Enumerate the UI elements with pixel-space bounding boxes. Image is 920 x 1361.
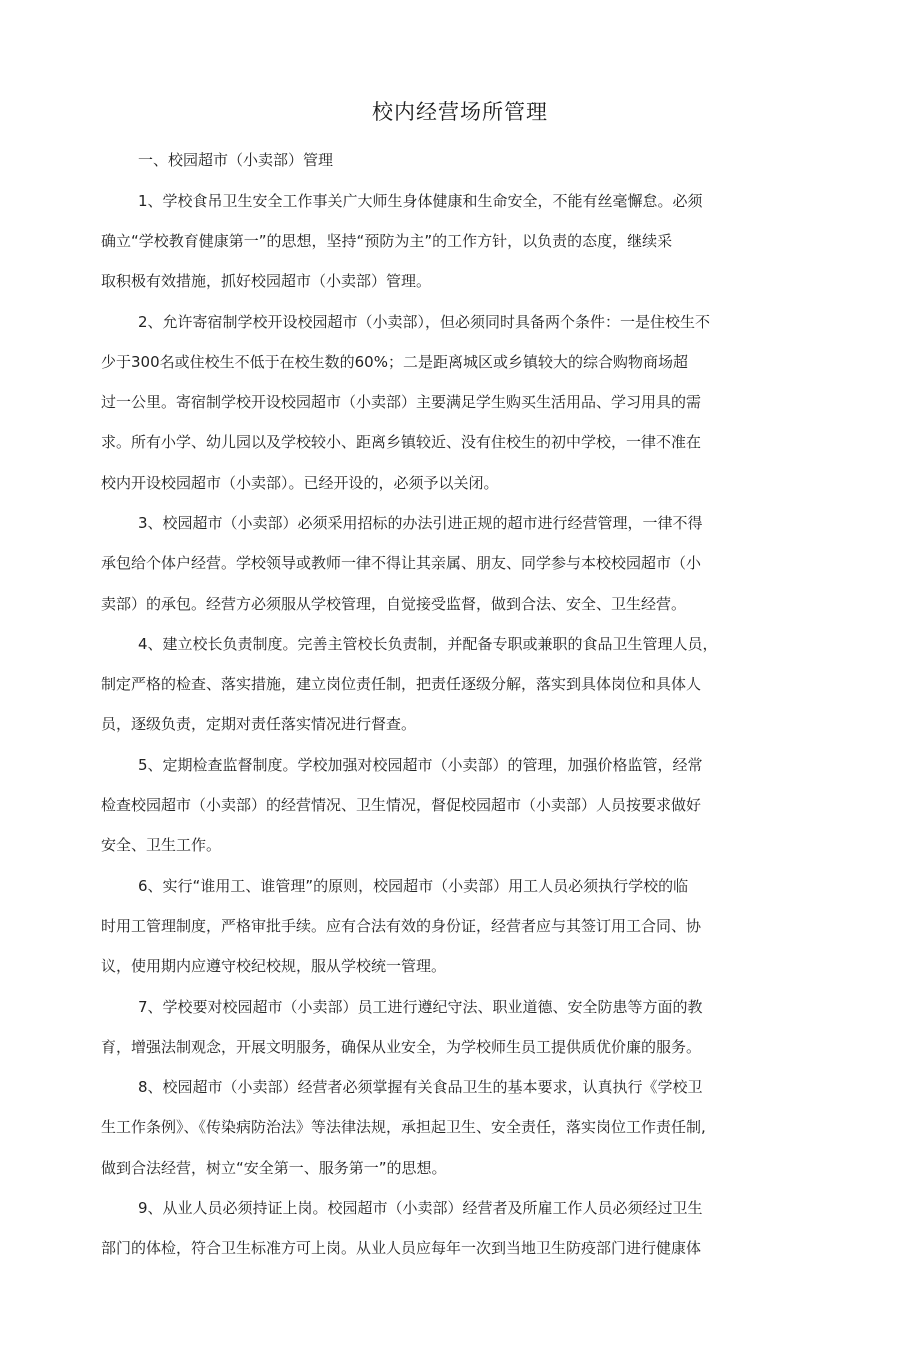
paragraph-line: 部门的体检，符合卫生标准方可上岗。从业人员应每年一次到当地卫生防疫部门进行健康体 xyxy=(101,1239,702,1257)
paragraph-line: 承包给个体户经营。学校领导或教师一律不得让其亲属、朋友、同学参与本校校园超市（小 xyxy=(101,554,702,572)
paragraph-line: 2、允许寄宿制学校开设校园超市（小卖部），但必须同时具备两个条件：一是住校生不 xyxy=(138,313,711,331)
paragraph-line: 时用工管理制度，严格审批手续。应有合法有效的身份证，经营者应与其签订用工合同、协 xyxy=(101,917,702,935)
paragraph-line: 育，增强法制观念，开展文明服务，确保从业安全，为学校师生员工提供质优价廉的服务。 xyxy=(101,1038,702,1056)
page-title: 校内经营场所管理 xyxy=(372,100,548,124)
paragraph-line: 1、学校食吊卫生安全工作事关广大师生身体健康和生命安全，不能有丝毫懈怠。必须 xyxy=(138,192,703,210)
paragraph-line: 9、从业人员必须持证上岗。校园超市（小卖部）经营者及所雇工作人员必须经过卫生 xyxy=(138,1199,703,1217)
paragraph-line: 3、校园超市（小卖部）必须采用招标的办法引进正规的超市进行经营管理，一律不得 xyxy=(138,514,703,532)
paragraph-line: 确立“学校教育健康第一”的思想，坚持“预防为主”的工作方针，以负责的态度，继续采 xyxy=(101,232,673,250)
paragraph-line: 卖部）的承包。经营方必须服从学校管理，自觉接受监督，做到合法、安全、卫生经营。 xyxy=(101,595,687,613)
paragraph-line: 6、实行“谁用工、谁管理”的原则，校园超市（小卖部）用工人员必须执行学校的临 xyxy=(138,877,689,895)
paragraph-line: 7、学校要对校园超市（小卖部）员工进行遵纪守法、职业道德、安全防患等方面的教 xyxy=(138,998,703,1016)
paragraph-line: 做到合法经营，树立“安全第一、服务第一”的思想。 xyxy=(101,1159,447,1177)
paragraph-line: 员，逐级负责，定期对责任落实情况进行督查。 xyxy=(101,715,417,733)
section-heading: 一、校园超市（小卖部）管理 xyxy=(138,151,334,169)
paragraph-line: 求。所有小学、幼儿园以及学校较小、距离乡镇较近、没有住校生的初中学校，一律不准在 xyxy=(101,433,702,451)
paragraph-line: 校内开设校园超市（小卖部）。已经开设的，必须予以关闭。 xyxy=(101,474,499,492)
paragraph-line: 少于300名或住校生不低于在校生数的60%；二是距离城区或乡镇较大的综合购物商场超 xyxy=(101,353,688,371)
paragraph-line: 过一公里。寄宿制学校开设校园超市（小卖部）主要满足学生购买生活用品、学习用具的需 xyxy=(101,393,702,411)
paragraph-line: 安全、卫生工作。 xyxy=(101,836,222,854)
paragraph-line: 取积极有效措施，抓好校园超市（小卖部）管理。 xyxy=(101,272,432,290)
paragraph-line: 生工作条例》、《传染病防治法》等法律法规，承担起卫生、安全责任，落实岗位工作责任制, xyxy=(101,1118,706,1136)
paragraph-line: 5、定期检查监督制度。学校加强对校园超市（小卖部）的管理，加强价格监管，经常 xyxy=(138,756,703,774)
paragraph-line: 8、校园超市（小卖部）经营者必须掌握有关食品卫生的基本要求，认真执行《学校卫 xyxy=(138,1078,703,1096)
paragraph-line: 议，使用期内应遵守校纪校规，服从学校统一管理。 xyxy=(101,957,447,975)
paragraph-line: 制定严格的检查、落实措施，建立岗位责任制，把责任逐级分解，落实到具体岗位和具体人 xyxy=(101,675,702,693)
paragraph-line: 检查校园超市（小卖部）的经营情况、卫生情况，督促校园超市（小卖部）人员按要求做好 xyxy=(101,796,702,814)
paragraph-line: 4、建立校长负责制度。完善主管校长负责制，并配备专职或兼职的食品卫生管理人员， xyxy=(138,635,718,653)
